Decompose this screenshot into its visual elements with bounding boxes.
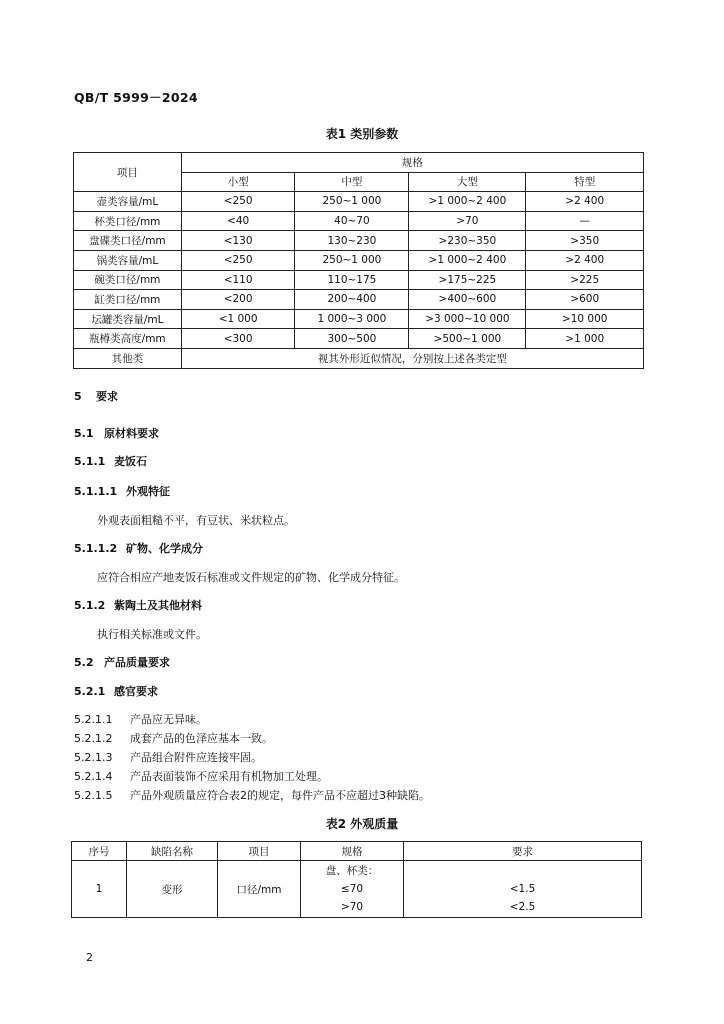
- table-cell: >3 000~10 000: [409, 309, 526, 329]
- table-cell: >230~350: [409, 231, 526, 251]
- appearance-quality-table: [71, 841, 642, 918]
- requirement-item: 5.2.1.3 产品组合附件应连接牢固。: [74, 751, 262, 764]
- table-row: [74, 270, 644, 290]
- table-cell: >1 000: [526, 329, 644, 349]
- table-cell: <200: [181, 290, 295, 310]
- requirement-item: 5.2.1.5 产品外观质量应符合表2的规定，每件产品不应超过3种缺陷。: [74, 789, 430, 802]
- section-5-heading: 5 要求: [74, 390, 118, 403]
- spacer: [404, 862, 641, 880]
- table-cell: >2 400: [526, 250, 644, 270]
- table-cell: >10 000: [526, 309, 644, 329]
- section-5-1-heading: 5.1 原材料要求: [74, 427, 159, 440]
- header-item: 项目: [218, 842, 301, 861]
- table-cell: >1 000~2 400: [409, 250, 526, 270]
- table1-item-header: 项目: [74, 153, 182, 192]
- table-cell: >500~1 000: [409, 329, 526, 349]
- page-number: 2: [86, 951, 93, 964]
- table1-title: 表1 类别参数: [325, 127, 399, 141]
- table-cell: >225: [526, 270, 644, 290]
- requirement-item: 5.2.1.2 成套产品的色泽应基本一致。: [74, 732, 273, 745]
- table-cell: <250: [181, 192, 295, 212]
- header-no: 序号: [72, 842, 127, 861]
- row-label: 锅类容量/mL: [74, 250, 182, 270]
- paragraph: 应符合相应产地麦饭石标准或文件规定的矿物、化学成分特征。: [97, 571, 405, 584]
- spec-cell: [301, 861, 404, 918]
- size-special-header: 特型: [526, 172, 644, 192]
- spec-head: 盘、杯类：: [325, 865, 379, 877]
- table-cell: >2 400: [526, 192, 644, 212]
- table-row: [74, 309, 644, 329]
- table-cell: 130~230: [295, 231, 409, 251]
- table-cell: 110~175: [295, 270, 409, 290]
- table-cell: <250: [181, 250, 295, 270]
- table1-spec-header: 规格: [181, 153, 643, 173]
- table-cell: >1 000~2 400: [409, 192, 526, 212]
- row-label: 碗类口径/mm: [74, 270, 182, 290]
- header-spec: 规格: [301, 842, 404, 861]
- table-cell: >70: [409, 211, 526, 231]
- row-number: 1: [72, 861, 127, 918]
- size-large-header: 大型: [409, 172, 526, 192]
- header-defect-name: 缺陷名称: [127, 842, 218, 861]
- requirement-item: 5.2.1.1 产品应无异味。: [74, 713, 207, 726]
- table-cell: >350: [526, 231, 644, 251]
- table-cell: 视其外形近似情况，分别按上述各类定型: [181, 348, 643, 368]
- requirement-cell: [404, 861, 642, 918]
- spec-value: >70: [340, 901, 364, 913]
- size-medium-header: 中型: [295, 172, 409, 192]
- table-row: [72, 861, 642, 918]
- row-label: 壶类容量/mL: [74, 192, 182, 212]
- row-label: 其他类: [74, 348, 182, 368]
- table-cell: 250~1 000: [295, 250, 409, 270]
- row-label: 杯类口径/mm: [74, 211, 182, 231]
- header-requirement: 要求: [404, 842, 642, 861]
- section-5-1-1-2-heading: 5.1.1.2 矿物、化学成分: [74, 542, 203, 555]
- section-5-1-1-1-heading: 5.1.1.1 外观特征: [74, 485, 170, 498]
- table-cell: <130: [181, 231, 295, 251]
- table-row: [74, 329, 644, 349]
- table-cell: 1 000~3 000: [295, 309, 409, 329]
- row-label: 盘碟类口径/mm: [74, 231, 182, 251]
- table-row: [74, 290, 644, 310]
- spec-value: ≤70: [340, 883, 364, 895]
- row-label: 瓶樽类高度/mm: [74, 329, 182, 349]
- table-row: [74, 250, 644, 270]
- table-row: [74, 348, 644, 368]
- table-cell: <1 000: [181, 309, 295, 329]
- row-label: 缸类口径/mm: [74, 290, 182, 310]
- table-cell: >400~600: [409, 290, 526, 310]
- section-5-1-1-heading: 5.1.1 麦饭石: [74, 455, 147, 468]
- section-5-2-1-heading: 5.2.1 感官要求: [74, 685, 158, 698]
- document-id: QB/T 5999－2024: [74, 90, 198, 105]
- table-cell: >600: [526, 290, 644, 310]
- requirement-value: <1.5: [509, 883, 536, 895]
- table-cell: —: [526, 211, 644, 231]
- table-cell: 200~400: [295, 290, 409, 310]
- paragraph: 外观表面粗糙不平，有豆状、米状粒点。: [97, 514, 295, 527]
- section-5-1-2-heading: 5.1.2 紫陶土及其他材料: [74, 599, 202, 612]
- size-small-header: 小型: [181, 172, 295, 192]
- section-5-2-heading: 5.2 产品质量要求: [74, 656, 170, 669]
- table-cell: <300: [181, 329, 295, 349]
- table2-title: 表2 外观质量: [325, 817, 399, 831]
- defect-name: 变形: [127, 861, 218, 918]
- table-cell: <110: [181, 270, 295, 290]
- table-cell: 40~70: [295, 211, 409, 231]
- table-cell: 250~1 000: [295, 192, 409, 212]
- table-cell: >175~225: [409, 270, 526, 290]
- table-row: [74, 192, 644, 212]
- category-parameters-table: [73, 152, 644, 369]
- item-name: 口径/mm: [218, 861, 301, 918]
- table-row: [74, 231, 644, 251]
- requirement-value: <2.5: [509, 901, 536, 913]
- requirement-item: 5.2.1.4 产品表面装饰不应采用有机物加工处理。: [74, 770, 328, 783]
- table-cell: <40: [181, 211, 295, 231]
- paragraph: 执行相关标准或文件。: [97, 628, 207, 641]
- table-row: [74, 211, 644, 231]
- row-label: 坛罐类容量/mL: [74, 309, 182, 329]
- table-cell: 300~500: [295, 329, 409, 349]
